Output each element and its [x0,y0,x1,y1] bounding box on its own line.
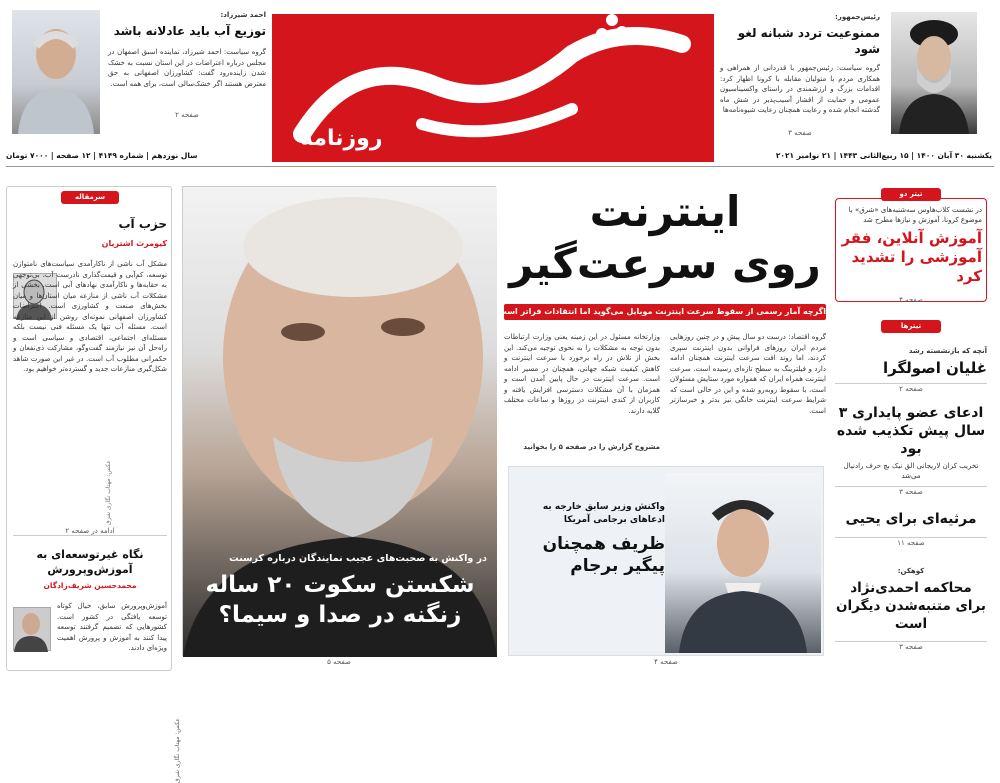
top-right-title[interactable]: ممنوعیت تردد شبانه لغو شود [737,26,880,56]
zarif-title: ظریف همچنان پیگیر برجام [542,534,665,576]
person-silhouette-icon [665,473,821,653]
issue-line: سال نوزدهم | شماره ۴۱۴۹ | ۱۲ صفحه | ۷۰۰۰ تومان [6,151,198,160]
right-column [835,186,987,671]
zarif-kicker: واکنش وزیر سابق خارجه به ادعاهای برجامی آمریکا [542,502,665,525]
zanganeh-credit: عکس: مهتاب نگاری شرق [105,460,112,525]
zanganeh-photo-credit: عکس: مهتاب نگاری شرق [173,718,181,783]
zarif-box[interactable] [508,466,824,656]
item1-title: غلیان اصولگرا [882,359,987,377]
editorial2-title[interactable]: نگاه غیرتوسعه‌ای به آموزش‌وپرورش [36,548,144,576]
editorial2-author: محمدحسین شریف‌زادگان [43,581,137,590]
box1-page[interactable]: صفحه ۴ [899,296,923,304]
top-left-kicker: احمد شیرزاد: [220,11,266,19]
lead-story[interactable] [498,186,826,486]
zanganeh-kicker: در واکنش به صحبت‌های عجیب نمایندگان درباره کرسنت [229,553,487,564]
item1-page: صفحه ۲ [835,383,987,393]
lead-strap: اگرچه آمار رسمی از سقوط سرعت اینترنت موبایل می‌گوید اما انتقادات فراتر است [504,304,826,320]
item3-title: مرثیه‌ای برای یحیی [845,511,977,527]
top-right-page[interactable]: صفحه ۳ [788,129,812,137]
masthead [0,0,1000,170]
headline-item-3[interactable] [835,511,987,547]
headline-item-4[interactable] [835,566,987,651]
editorial-title[interactable]: حزب آب [118,217,167,231]
editorial-tag: سرمقاله [61,191,119,204]
box2-tag: تیترها [881,320,941,333]
editorial2-body: آموزش‌وپرورش سابق، خیال کوتاه توسعه یافتگی در کشور است. کشورهایی که تصمیم گرفتند توسعه پیدا کنند به آموزش و پرورش اهمیت ویژه‌ای دادند. [57,602,167,652]
person-silhouette-icon [12,10,100,134]
editorial-body: مشکل آب ناشی از ناکارآمدی سیاست‌های نامتوازن توسعه، کم‌آبی و قیمت‌گذاری نادرست آب، بی‌توجهی به حقابه‌ها و ناکارآمدی نهادهای آبی است. بخشی از مشکلات آب ناشی از منازعه میان استان‌ها و میان بخش‌های صنعت و کشاورزی است. اعتراضات کشاورزان اصفهانی نمونه‌ای روشن از این منازعه است. مسئله آب تنها یک مسئله فنی نیست بلکه مسئله‌ای اجتماعی، اقتصادی و سیاسی است و راه‌حل آن نیز نیازمند گفت‌وگو، مشارکت ذی‌نفعان و حکمرانی مطلوب آب است. در غیر این صورت شاهد شکل‌گیری منازعات جدید و گسترده‌تر خواهیم بود. [13,260,167,373]
president-photo [891,12,977,134]
zarif-page[interactable]: صفحه ۴ [654,658,678,666]
logo-sub: روزنامه [300,126,383,151]
divider [6,166,994,167]
item4-title: محاکمه احمدی‌نژاد برای متنبه‌شدن دیگران است [836,580,986,632]
lead-continued[interactable]: مشروح گزارش را در صفحه ۵ را بخوانید [523,443,660,451]
top-left-title[interactable]: توزیع آب باید عادلانه باشد [113,24,266,38]
top-right-body: گروه سیاست: رئیس‌جمهور با قدردانی از همراهی و همکاری مردم با متولیان مقابله با کرونا اظهار کرد: اقدامات بزرگ و ارزشمندی در راستای واکسیناسیون عمومی و حمایت از اقشار آسیب‌پذیر در شش ماه گذشته انجام شده و رعایت همچنان رعایت شیوه‌نامه‌ها [720,64,880,114]
person-silhouette-icon [12,608,50,652]
item3-page: صفحه ۱۱ [835,537,987,547]
editorial-continued[interactable]: ادامه در صفحه ۲ [13,527,167,536]
box1-tag: تیتر دو [881,188,941,201]
item2-page: صفحه ۳ [835,486,987,496]
editorial-author: کیومرث اشتریان [101,239,167,248]
item2-title: ادعای عضو پایداری ۳ سال پیش تکذیب شده بود [836,405,986,457]
top-left-body: گروه سیاست: احمد شیرزاد، نماینده اسبق اصفهان در مجلس درباره اعتراضات در این استان نسبت به خشک شدن زاینده‌رود گفت: کشاورزان اصفهانی به حق معترض هستند اگر خشک‌سالی است، برای همه است. [108,48,266,88]
headline-item-1[interactable] [835,346,987,393]
lead-headline-2: روی سرعت‌گیر [509,239,821,288]
date-line: یکشنبه ۳۰ آبان ۱۴۰۰ | ۱۵ ربیع‌الثانی ۱۴۴۳ | ۲۱ نوامبر ۲۰۲۱ [775,151,992,160]
person-silhouette-icon [891,12,977,134]
top-right-kicker: رئیس‌جمهور: [835,13,880,21]
item1-kicker: آنچه که بازنشسته رشد [908,347,987,355]
box1-title: آموزش آنلاین، فقر آموزشی را تشدید کرد [841,229,982,285]
zarif-photo [665,473,821,653]
box1-kicker: در نشست کلاب‌هاوس سه‌شنبه‌های «شرق» با موضوع کرونا، آموزش و نیازها مطرح شد [848,206,982,224]
shirzad-photo [12,10,100,134]
item4-page: صفحه ۳ [835,641,987,651]
item4-kicker: کوهکن: [897,567,925,575]
lead-col-left: وزارتخانه مسئول در این زمینه یعنی وزارت ارتباطات بدون توجه به مشکلات را به نحوی توجیه می‌کند. این بخش از تلاش در راه برخورد با سرعت اینترنت و کاهش کیفیت شبکه جهانی، همچنان در مسیر ادامه است. سرعت اینترنت در حال پایین آمدن است و همزمان با آن مشکلات دسترسی افزایش یافته و کاربران از کندی اینترنت در روزها و ساعات مختلف گلایه دارند. [504,333,660,415]
top-left-page[interactable]: صفحه ۲ [175,111,199,119]
box1[interactable] [835,198,987,302]
editorial2-author-photo [13,607,51,651]
zanganeh-page[interactable]: صفحه ۵ [327,658,351,666]
lead-col-right: گروه اقتصاد: درست دو سال پیش و در چنین روزهایی مردم ایران روزهای فراوانی بدون اینترنت سپری کردند، اما روند افت سرعت اینترنت همچنان ادامه دارد و فیلترینگ به سطح تازه‌ای رسیده است. سرعت اینترنت همراه ایران که همواره مورد ستایش مسئولان است، با سقوط روبه‌رو شده و این در حالی است که شرایط سرعت اینترنت خانگی نیز بدتر و خبرسازتر است. [670,333,826,415]
editorial-column [6,186,172,671]
lead-headline-1: اینترنت [589,187,741,236]
zanganeh-title: شکستن سکوت ۲۰ ساله زنگنه در صدا و سیما؟ [205,572,475,628]
headline-item-2[interactable] [835,404,987,496]
item2-sub: تخریب کران لاریجانی الق نیک بچ حرف رادنیال می‌شد [843,462,979,480]
logo-box [272,14,714,162]
